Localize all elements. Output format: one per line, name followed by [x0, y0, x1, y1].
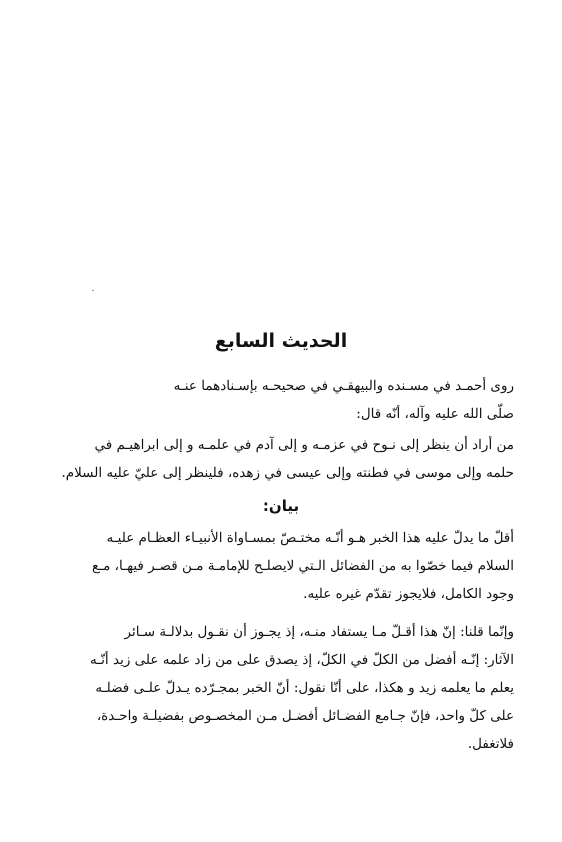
intro-paragraph [48, 372, 514, 428]
hadith-line: من أراد أن ينظر إلى نـوح في عزمـه و إلى آدم في علمـه و إلى ابراهيـم في [94, 437, 514, 453]
hadith-line: حلمه وإلى موسى في فطنته وإلى عيسى في زهده، فلينظر إلى عليّ عليه السلام. [61, 465, 514, 481]
paragraph-line: على كلّ واحد، فإنّ جـامع الفضـائل أفضـل مـن المخصـوص بفضيلـة واحـدة، [96, 708, 514, 724]
explanation-paragraph-1 [48, 524, 514, 608]
intro-line: صلّى الله عليه وآله، أنّه قال: [356, 406, 514, 422]
paragraph-line: يعلم ما يعلمه زيد و هكذا، على أنّا نقول: أنّ الخبر بمجـرّده يـدلّ علـى فضلـه [95, 680, 514, 696]
paragraph-line: السلام فيما خصّوا به من الفضائل الـتي لايصلـح للإمامـة مـن قصـر فيهـا، مـع [92, 558, 514, 574]
hadith-title: الحديث السابع [214, 330, 348, 352]
intro-line: روى أحمـد في مسـنده والبيهقـي في صحيحـه بإسـنادهما عنـه [173, 378, 514, 394]
scan-speck [92, 290, 94, 291]
paragraph-line: وإنّما قلنا: إنّ هذا أقـلّ مـا يستفاد منـه، إذ يجـوز أن نقـول بدلالـة سـائر [124, 624, 514, 640]
hadith-text [48, 431, 514, 487]
paragraph-line: فلاتغفل. [467, 736, 514, 752]
paragraph-line: أقلّ ما يدلّ عليه هذا الخبر هـو أنّـه مختـصّ بمسـاواة الأنبيـاء العظـام عليـه [106, 530, 514, 546]
bayan-heading: بيان: [262, 497, 300, 515]
paragraph-line: وجود الكامل، فلايجوز تقدّم غيره عليه. [303, 586, 514, 602]
explanation-paragraph-2 [48, 618, 514, 758]
paragraph-line: الآثار: إنّـه أفضل من الكلّ في الكلّ، إذ يصدق على من زاد علمه على زيد أنّـه [89, 652, 514, 668]
